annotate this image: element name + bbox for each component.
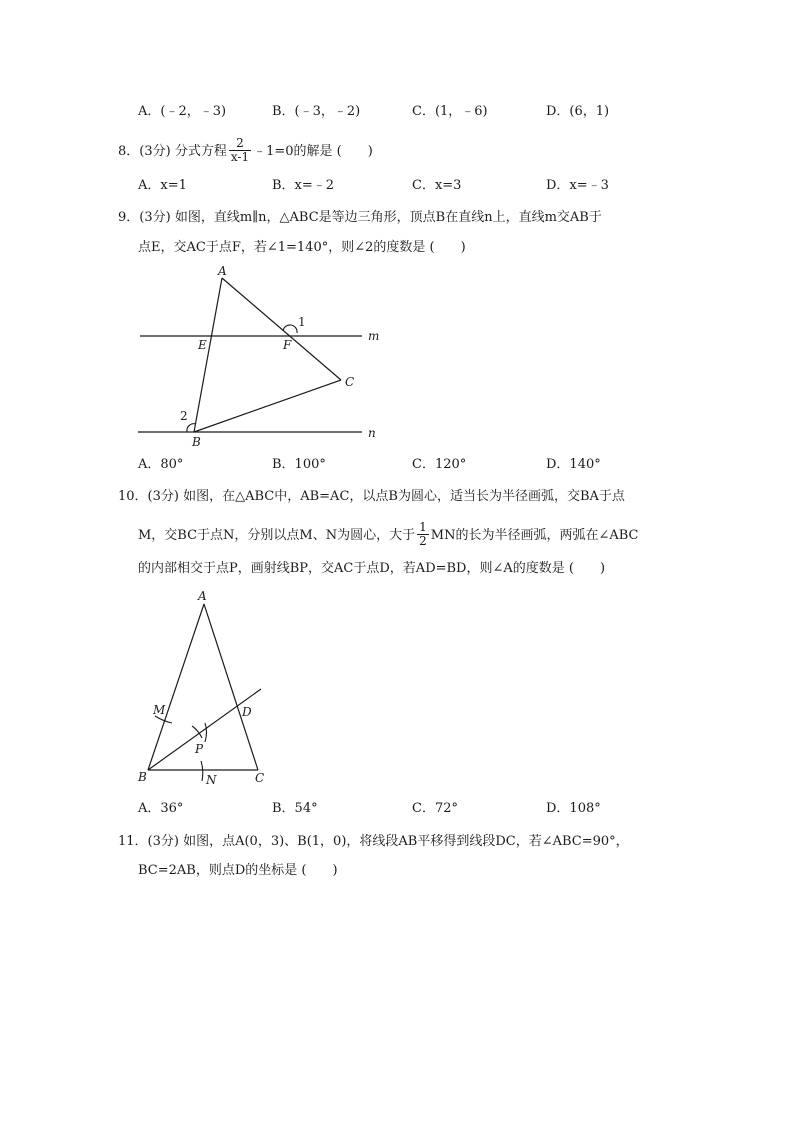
q10-label-a: A [198, 589, 207, 603]
q9-label-angle2: 2 [180, 409, 188, 423]
q10-stem-line3: 的内部相交于点P，画射线BP，交AC于点D，若AD=BD，则∠A的度数是 ( ) [138, 561, 606, 576]
q7-option-c: C．(1，﹣6) [412, 104, 488, 119]
q8-option-d: D．x=﹣3 [546, 178, 609, 193]
q11-stem-line1: 11．(3分) 如图，点A(0，3)、B(1，0)，将线段AB平移得到线段DC，若∠ABC=90°， [118, 834, 629, 849]
q10-stem-line2-prefix: M，交BC于点N，分别以点M、N为圆心，大于 [138, 528, 416, 543]
q9-label-m: m [368, 329, 380, 343]
q10-option-b: B．54° [272, 801, 318, 816]
q10-label-c: C [255, 771, 265, 785]
q10-arc-m [155, 716, 172, 723]
q9-option-a: A．80° [138, 457, 184, 472]
q10-arc-p2 [205, 723, 207, 742]
q10-label-b: B [138, 770, 147, 784]
q10-ray-bp [148, 689, 261, 770]
q8-fraction-denominator: x-1 [230, 150, 250, 164]
q8-stem-suffix: ﹣1=0的解是 ( ) [253, 144, 373, 159]
q9-label-b: B [192, 435, 201, 449]
q7-option-b: B．(﹣3，﹣2) [272, 104, 361, 119]
q10-label-m: M [153, 703, 166, 717]
q10-stem-line2-suffix: MN的长为半径画弧，两弧在∠ABC [430, 528, 639, 543]
q9-label-angle1: 1 [298, 315, 306, 329]
q10-stem-line1: 10．(3分) 如图，在△ABC中，AB=AC，以点B为圆心，适当长为半径画弧，交BA于点 [118, 489, 625, 504]
q10-label-d: D [242, 705, 252, 719]
q8-stem-prefix: 8．(3分) 分式方程 [118, 144, 227, 159]
q10-fraction-numerator: 1 [419, 520, 427, 534]
q7-option-d: D．(6，1) [546, 104, 610, 119]
q10-option-d: D．108° [546, 801, 601, 816]
q9-label-e: E [198, 338, 207, 352]
q9-option-d: D．140° [546, 457, 601, 472]
q10-label-n: N [206, 773, 217, 787]
q8-option-b: B．x=﹣2 [272, 178, 335, 193]
q11-stem-line2: BC=2AB，则点D的坐标是 ( ) [138, 863, 338, 878]
q10-option-a: A．36° [138, 801, 184, 816]
q9-option-b: B．100° [272, 457, 326, 472]
q10-side-ac [204, 604, 258, 770]
q10-option-c: C．72° [412, 801, 458, 816]
q8-option-c: C．x=3 [412, 178, 462, 193]
q9-label-n: n [368, 426, 376, 440]
q10-arc-n [201, 761, 203, 781]
q9-stem-line1: 9．(3分) 如图，直线m∥n，△ABC是等边三角形，顶点B在直线n上，直线m交AB于 [118, 210, 602, 225]
q9-stem-line2: 点E，交AC于点F，若∠1=140°，则∠2的度数是 ( ) [138, 240, 466, 255]
q9-label-a: A [218, 264, 227, 278]
q10-label-p: P [195, 742, 204, 756]
q7-option-a: A．(﹣2，﹣3) [138, 104, 227, 119]
q9-label-c: C [345, 375, 355, 389]
q8-option-a: A．x=1 [138, 178, 187, 193]
q8-fraction-numerator: 2 [236, 136, 244, 150]
q9-label-f: F [283, 338, 292, 352]
q10-fraction-denominator: 2 [419, 534, 427, 548]
q9-option-c: C．120° [412, 457, 467, 472]
